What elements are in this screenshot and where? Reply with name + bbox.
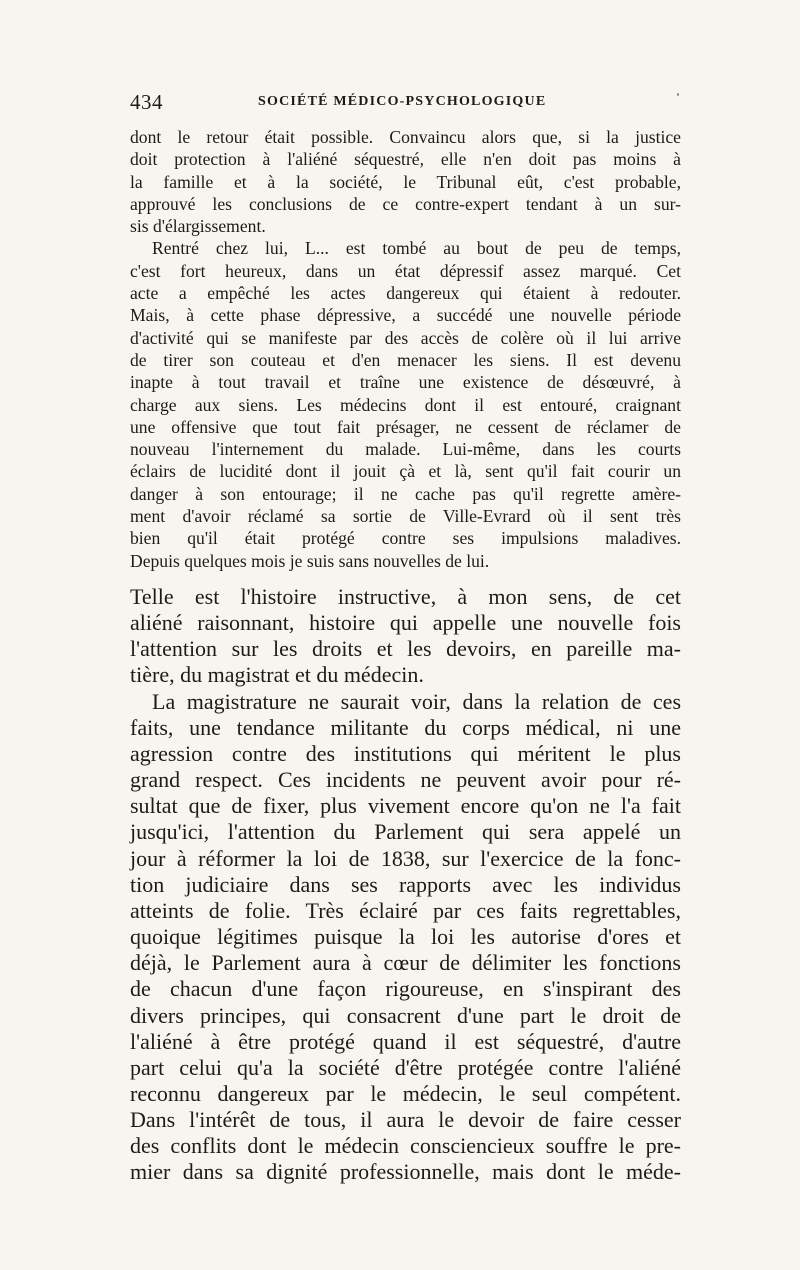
text-line: aliéné raisonnant, histoire qui appelle une nouvelle fois xyxy=(130,610,681,636)
text-line: sis d'élargissement. xyxy=(130,216,266,237)
text-line: nouveau l'internement du malade. Lui-même, dans les courts xyxy=(130,439,681,460)
text-line: tière, du magistrat et du médecin. xyxy=(130,662,424,688)
case-report-paragraphs xyxy=(130,126,681,572)
text-line: bien qu'il était protégé contre ses impulsions maladives. xyxy=(130,528,681,549)
text-line: part celui qu'a la société d'être protégée contre l'aliéné xyxy=(130,1054,681,1080)
text-line: tion judiciaire dans ses rapports avec les individus xyxy=(130,871,681,897)
text-line: une offensive que tout fait présager, ne cessent de réclamer de xyxy=(130,416,681,437)
text-line: La magistrature ne saurait voir, dans la relation de ces xyxy=(152,688,681,714)
text-line: danger à son entourage; il ne cache pas qu'il regrette amère- xyxy=(130,483,681,504)
text-line: ment d'avoir réclamé sa sortie de Ville-Evrard où il sent très xyxy=(130,506,681,527)
text-line: Dans l'intérêt de tous, il aura le devoir de faire cesser xyxy=(130,1107,681,1133)
text-line: déjà, le Parlement aura à cœur de délimiter les fonctions xyxy=(130,950,681,976)
text-line: la famille et à la société, le Tribunal eût, c'est probable, xyxy=(130,171,681,192)
text-line: faits, une tendance militante du corps médical, ni une xyxy=(130,714,681,740)
text-line: des conflits dont le médecin consciencieux souffre le pre- xyxy=(130,1133,681,1159)
text-line: sultat que de fixer, plus vivement encore qu'on ne l'a fait xyxy=(130,793,681,819)
text-line: acte a empêché les actes dangereux qui étaient à redouter. xyxy=(130,283,681,304)
text-line: divers principes, qui consacrent d'une part le droit de xyxy=(130,1002,681,1028)
text-line: Rentré chez lui, L... est tombé au bout de peu de temps, xyxy=(152,238,681,259)
text-line: Telle est l'histoire instructive, à mon sens, de cet xyxy=(130,584,681,609)
text-line: inapte à tout travail et traîne une existence de désœuvré, à xyxy=(130,372,681,393)
text-line: approuvé les conclusions de ce contre-expert tendant à un sur- xyxy=(130,193,681,214)
text-line: l'attention sur les droits et les devoirs, en pareille ma- xyxy=(130,636,681,662)
ink-dot xyxy=(677,93,679,96)
text-line: Depuis quelques mois je suis sans nouvelles de lui. xyxy=(130,550,490,571)
text-line: l'aliéné à être protégé quand il est séquestré, d'autre xyxy=(130,1028,681,1054)
text-line: reconnu dangereux par le médecin, le seul compétent. xyxy=(130,1080,681,1106)
text-line: de chacun d'une façon rigoureuse, en s'inspirant des xyxy=(130,976,681,1002)
text-line: éclairs de lucidité dont il jouit çà et là, sent qu'il fait courir un xyxy=(130,461,681,482)
text-line: jusqu'ici, l'attention du Parlement qui sera appelé un xyxy=(130,819,681,845)
page-number: 434 xyxy=(130,90,163,114)
text-line: atteints de folie. Très éclairé par ces faits regrettables, xyxy=(130,897,681,923)
text-line: d'activité qui se manifeste par des accès de colère où il lui arrive xyxy=(130,327,681,348)
text-line: agression contre des institutions qui méritent le plus xyxy=(130,740,681,766)
text-line: c'est fort heureux, dans un état dépressif assez marqué. Cet xyxy=(130,260,681,281)
text-line: mier dans sa dignité professionnelle, mais dont le méde- xyxy=(130,1159,681,1185)
text-line: jour à réformer la loi de 1838, sur l'exercice de la fonc- xyxy=(130,845,681,871)
text-line: quoique légitimes puisque la loi les autorise d'ores et xyxy=(130,924,681,950)
text-line: charge aux siens. Les médecins dont il est entouré, craignant xyxy=(130,394,681,415)
text-line: doit protection à l'aliéné séquestré, elle n'en doit pas moins à xyxy=(130,149,681,170)
text-line: de tirer son couteau et d'en menacer les siens. Il est devenu xyxy=(130,349,681,370)
text-line: Mais, à cette phase dépressive, a succédé une nouvelle période xyxy=(130,305,681,326)
page-header xyxy=(130,90,680,116)
running-head: SOCIÉTÉ MÉDICO-PSYCHOLOGIQUE xyxy=(258,94,547,109)
text-line: grand respect. Ces incidents ne peuvent avoir pour ré- xyxy=(130,767,681,793)
commentary-paragraphs xyxy=(130,584,681,1186)
text-line: dont le retour était possible. Convaincu alors que, si la justice xyxy=(130,127,681,147)
